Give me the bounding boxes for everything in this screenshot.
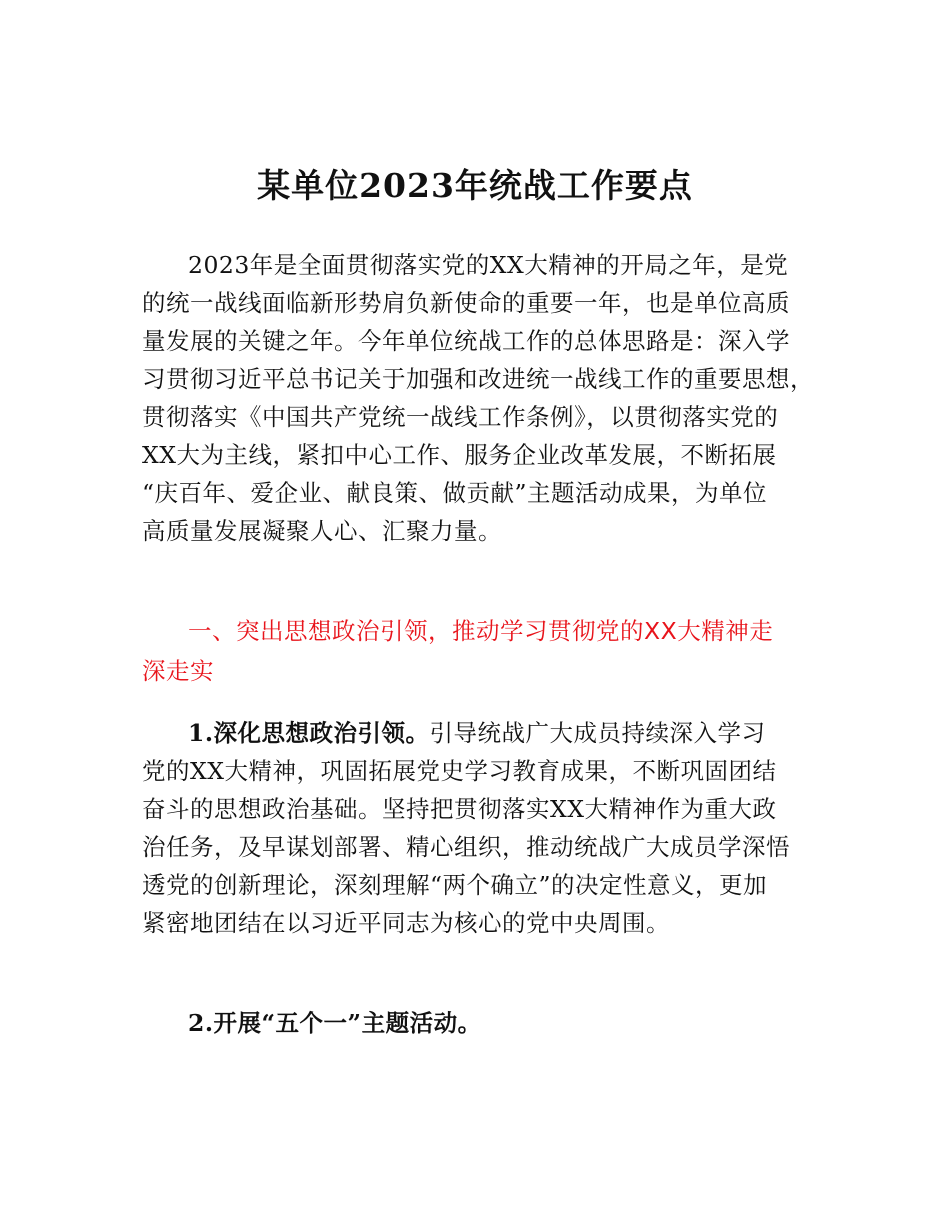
paragraph-line: 量发展的关键之年。今年单位统战工作的总体思路是：深入学: [142, 327, 790, 355]
paragraph-line: 透党的创新理论，深刻理解“两个确立”的决定性意义，更加: [142, 871, 768, 899]
paragraph-line: 紧密地团结在以习近平同志为核心的党中央周围。: [142, 909, 670, 937]
paragraph-line: [142, 1004, 822, 1042]
paragraph-line: 习贯彻习近平总书记关于加强和改进统一战线工作的重要思想，: [142, 365, 814, 393]
section-heading: [142, 612, 822, 690]
paragraph-line: 治任务，及早谋划部署、精心组织，推动统战广大成员学深悟: [142, 833, 790, 861]
intro-paragraph: [142, 246, 822, 550]
paragraph-line: “庆百年、爱企业、献良策、做贡献”主题活动成果，为单位: [142, 479, 768, 507]
item-2-paragraph: [142, 1004, 822, 1042]
paragraph-line: XX大为主线，紧扣中心工作、服务企业改革发展，不断拓展: [142, 441, 777, 469]
item-1-paragraph: [142, 714, 822, 942]
paragraph-line: 2023年是全面贯彻落实党的XX大精神的开局之年，是党: [188, 251, 789, 279]
paragraph-line: 党的XX大精神，巩固拓展党史学习教育成果，不断巩固团结: [142, 757, 777, 785]
item-1-label: 1.深化思想政治引领。: [188, 719, 430, 747]
heading-line: 一、突出思想政治引领，推动学习贯彻党的XX大精神走: [188, 617, 774, 645]
heading-line: 深走实: [142, 657, 214, 685]
paragraph-line: 的统一战线面临新形势肩负新使命的重要一年，也是单位高质: [142, 289, 790, 317]
paragraph-line: [142, 714, 822, 752]
item-2-label: 2.开展“五个一”主题活动。: [188, 1009, 482, 1037]
item-1-text: 引导统战广大成员持续深入学习: [429, 719, 766, 747]
paragraph-line: 贯彻落实《中国共产党统一战线工作条例》，以贯彻落实党的: [142, 403, 779, 431]
paragraph-line: 高质量发展凝聚人心、汇聚力量。: [142, 517, 502, 545]
paragraph-line: 奋斗的思想政治基础。坚持把贯彻落实XX大精神作为重大政: [142, 795, 777, 823]
document-title: 某单位2023年统战工作要点: [257, 166, 693, 205]
